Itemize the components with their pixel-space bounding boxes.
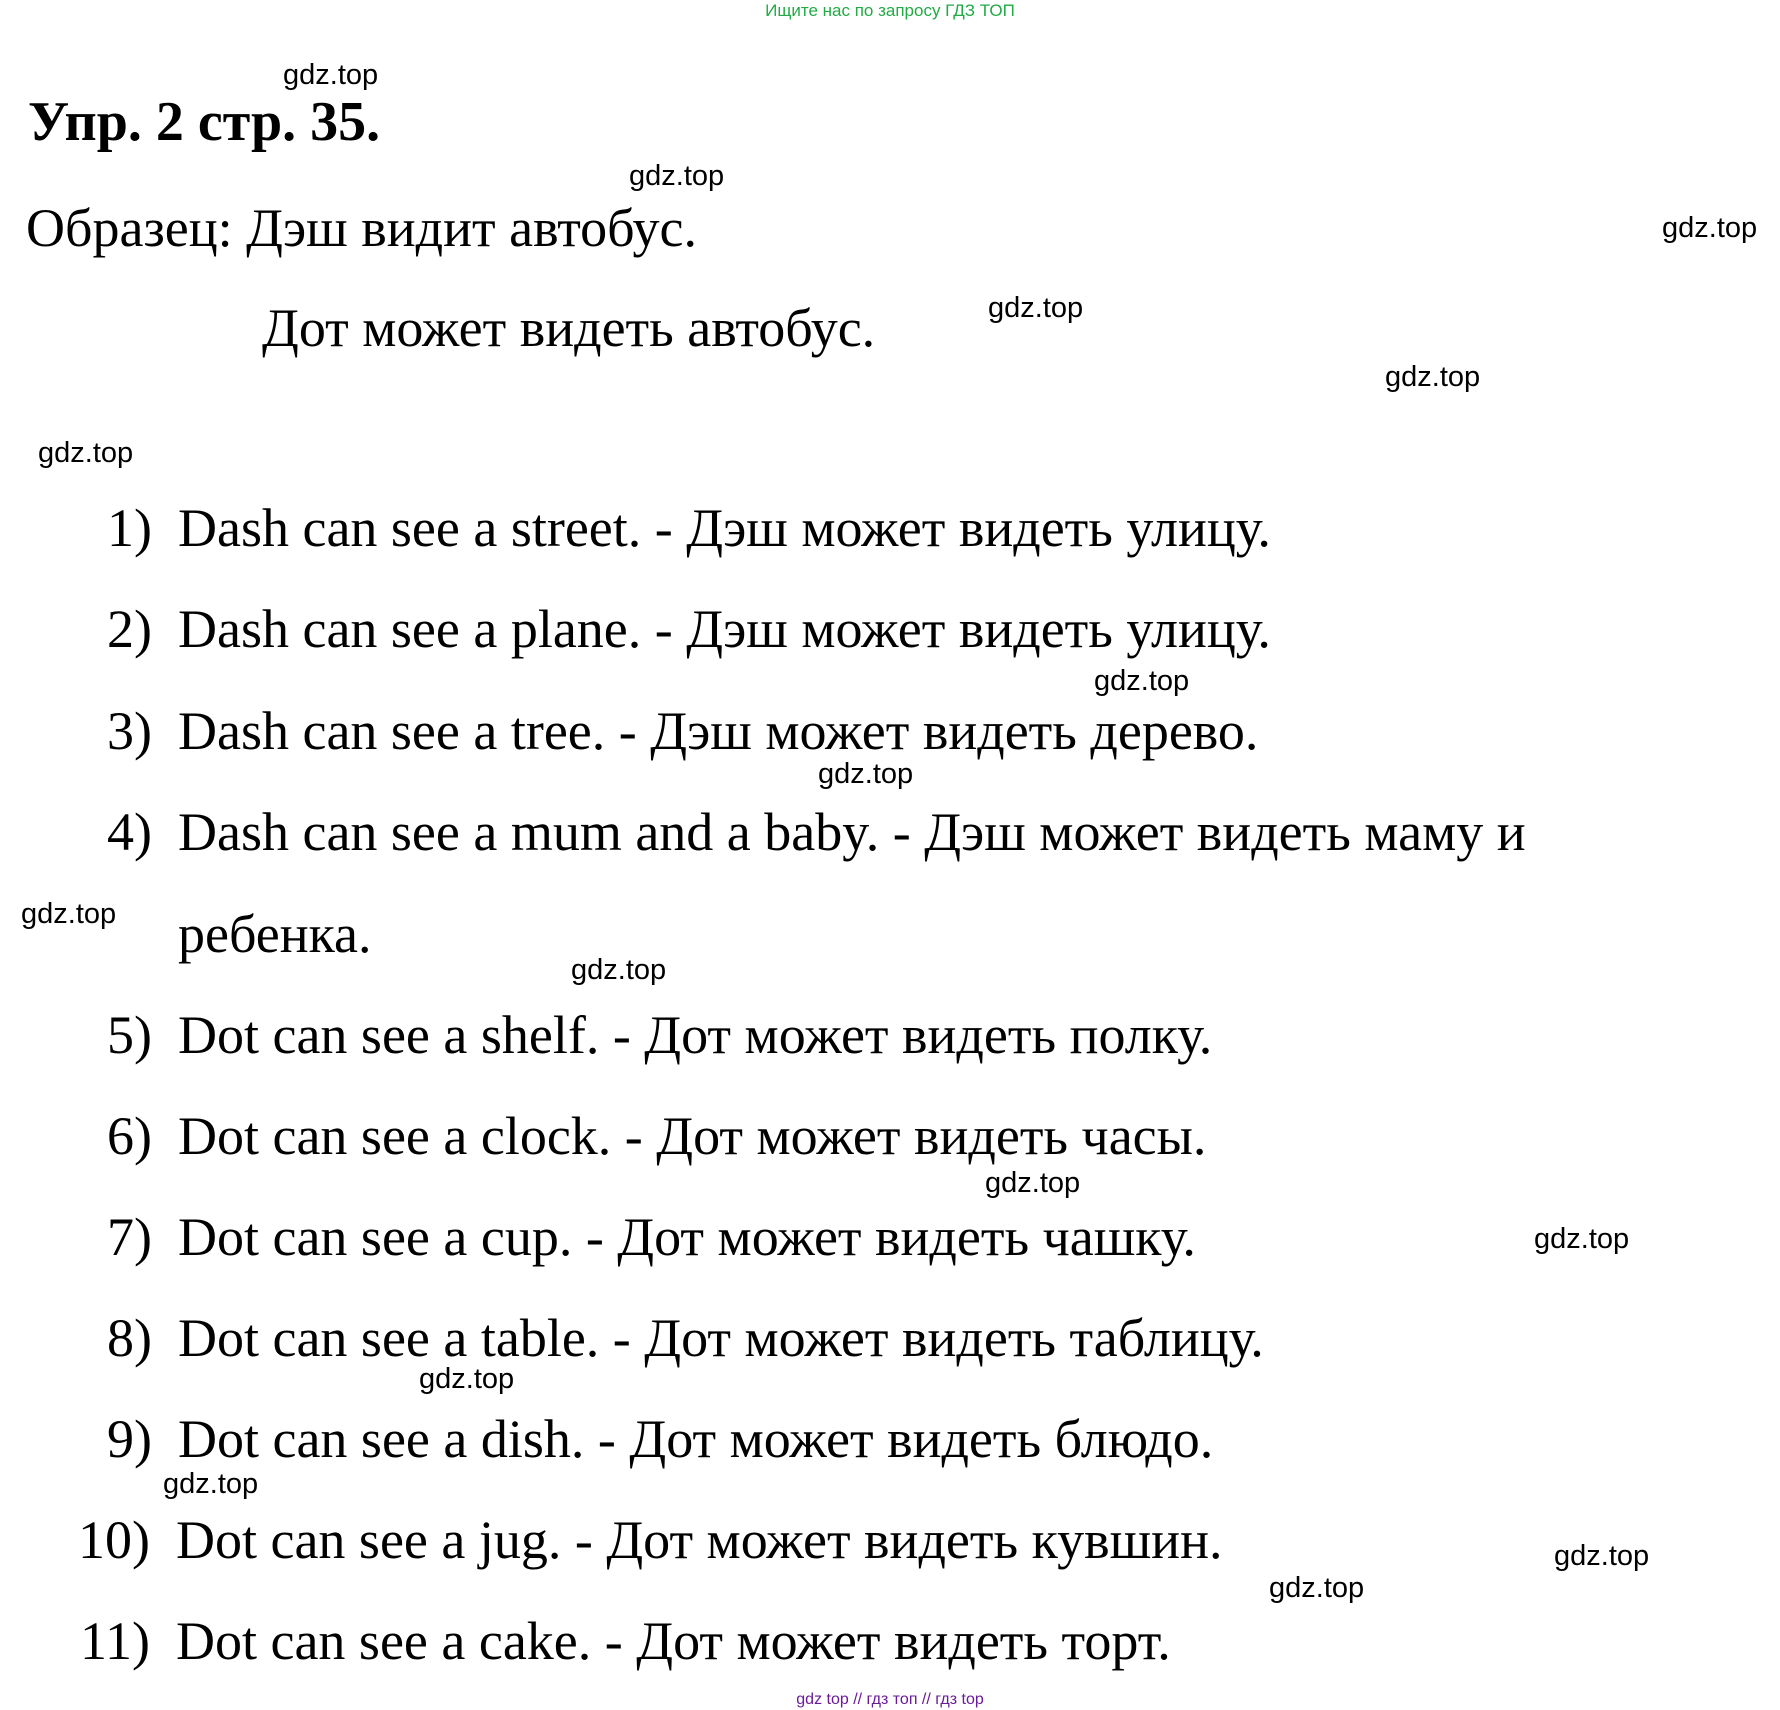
watermark: gdz.top bbox=[629, 160, 725, 192]
list-item bbox=[107, 497, 1271, 559]
list-item-continuation bbox=[178, 903, 371, 965]
list-item bbox=[107, 801, 1526, 863]
footer: gdz top // гдз топ // гдз top bbox=[796, 1691, 984, 1708]
item-number: 6) bbox=[107, 1106, 152, 1166]
item-text: Dot can see a table. - Дот может видеть таблицу. bbox=[178, 1308, 1264, 1368]
item-number: 4) bbox=[107, 802, 152, 862]
list-item bbox=[107, 700, 1259, 762]
watermark: gdz.top bbox=[163, 1468, 259, 1500]
watermark: gdz.top bbox=[1534, 1223, 1630, 1255]
item-text: Dot can see a cake. - Дот может видеть торт. bbox=[176, 1611, 1171, 1671]
watermark: gdz.top bbox=[1269, 1572, 1365, 1604]
watermark: gdz.top bbox=[1094, 665, 1190, 697]
watermark: gdz.top bbox=[283, 59, 379, 91]
watermark: gdz.top bbox=[818, 758, 914, 790]
item-number: 7) bbox=[107, 1207, 152, 1267]
watermark: gdz.top bbox=[1554, 1540, 1650, 1572]
watermark: gdz.top bbox=[985, 1167, 1081, 1199]
item-number: 1) bbox=[107, 498, 152, 558]
list-item bbox=[107, 1206, 1196, 1268]
list-item bbox=[107, 598, 1271, 660]
item-text: Dot can see a jug. - Дот может видеть кувшин. bbox=[176, 1510, 1223, 1570]
item-text-continuation: ребенка. bbox=[178, 904, 372, 964]
watermark: gdz.top bbox=[419, 1363, 515, 1395]
watermark: gdz.top bbox=[21, 898, 117, 930]
item-text: Dot can see a shelf. - Дот может видеть полку. bbox=[178, 1005, 1213, 1065]
sample-line-2: Дот может видеть автобус. bbox=[262, 298, 876, 358]
item-text: Dash can see a tree. - Дэш может видеть дерево. bbox=[178, 701, 1259, 761]
list-item bbox=[107, 1408, 1214, 1470]
watermark: gdz.top bbox=[988, 292, 1084, 324]
item-number: 2) bbox=[107, 599, 152, 659]
list-item bbox=[107, 1004, 1213, 1066]
list-item bbox=[78, 1509, 1223, 1571]
item-number: 11) bbox=[80, 1611, 150, 1671]
list-item bbox=[107, 1307, 1264, 1369]
item-number: 8) bbox=[107, 1308, 152, 1368]
watermark: gdz.top bbox=[38, 437, 134, 469]
watermark: gdz.top bbox=[1662, 212, 1758, 244]
item-number: 10) bbox=[78, 1510, 150, 1570]
watermark: gdz.top bbox=[571, 954, 667, 986]
item-text: Dash can see a street. - Дэш может видеть улицу. bbox=[178, 498, 1271, 558]
item-text: Dot can see a dish. - Дот может видеть блюдо. bbox=[178, 1409, 1214, 1469]
item-number: 5) bbox=[107, 1005, 152, 1065]
item-text: Dot can see a cup. - Дот может видеть чашку. bbox=[178, 1207, 1196, 1267]
item-number: 9) bbox=[107, 1409, 152, 1469]
watermark: gdz.top bbox=[1385, 361, 1481, 393]
page-title: Упр. 2 стр. 35. bbox=[28, 91, 381, 153]
top-banner: Ищите нас по запросу ГДЗ ТОП bbox=[765, 1, 1015, 20]
list-item bbox=[80, 1610, 1171, 1672]
sample-line-1: Образец: Дэш видит автобус. bbox=[26, 198, 697, 258]
item-text: Dash can see a mum and a baby. - Дэш может видеть маму и bbox=[178, 802, 1526, 862]
item-number: 3) bbox=[107, 701, 152, 761]
list-item bbox=[107, 1105, 1207, 1167]
item-text: Dash can see a plane. - Дэш может видеть улицу. bbox=[178, 599, 1271, 659]
item-text: Dot can see a clock. - Дот может видеть часы. bbox=[178, 1106, 1207, 1166]
